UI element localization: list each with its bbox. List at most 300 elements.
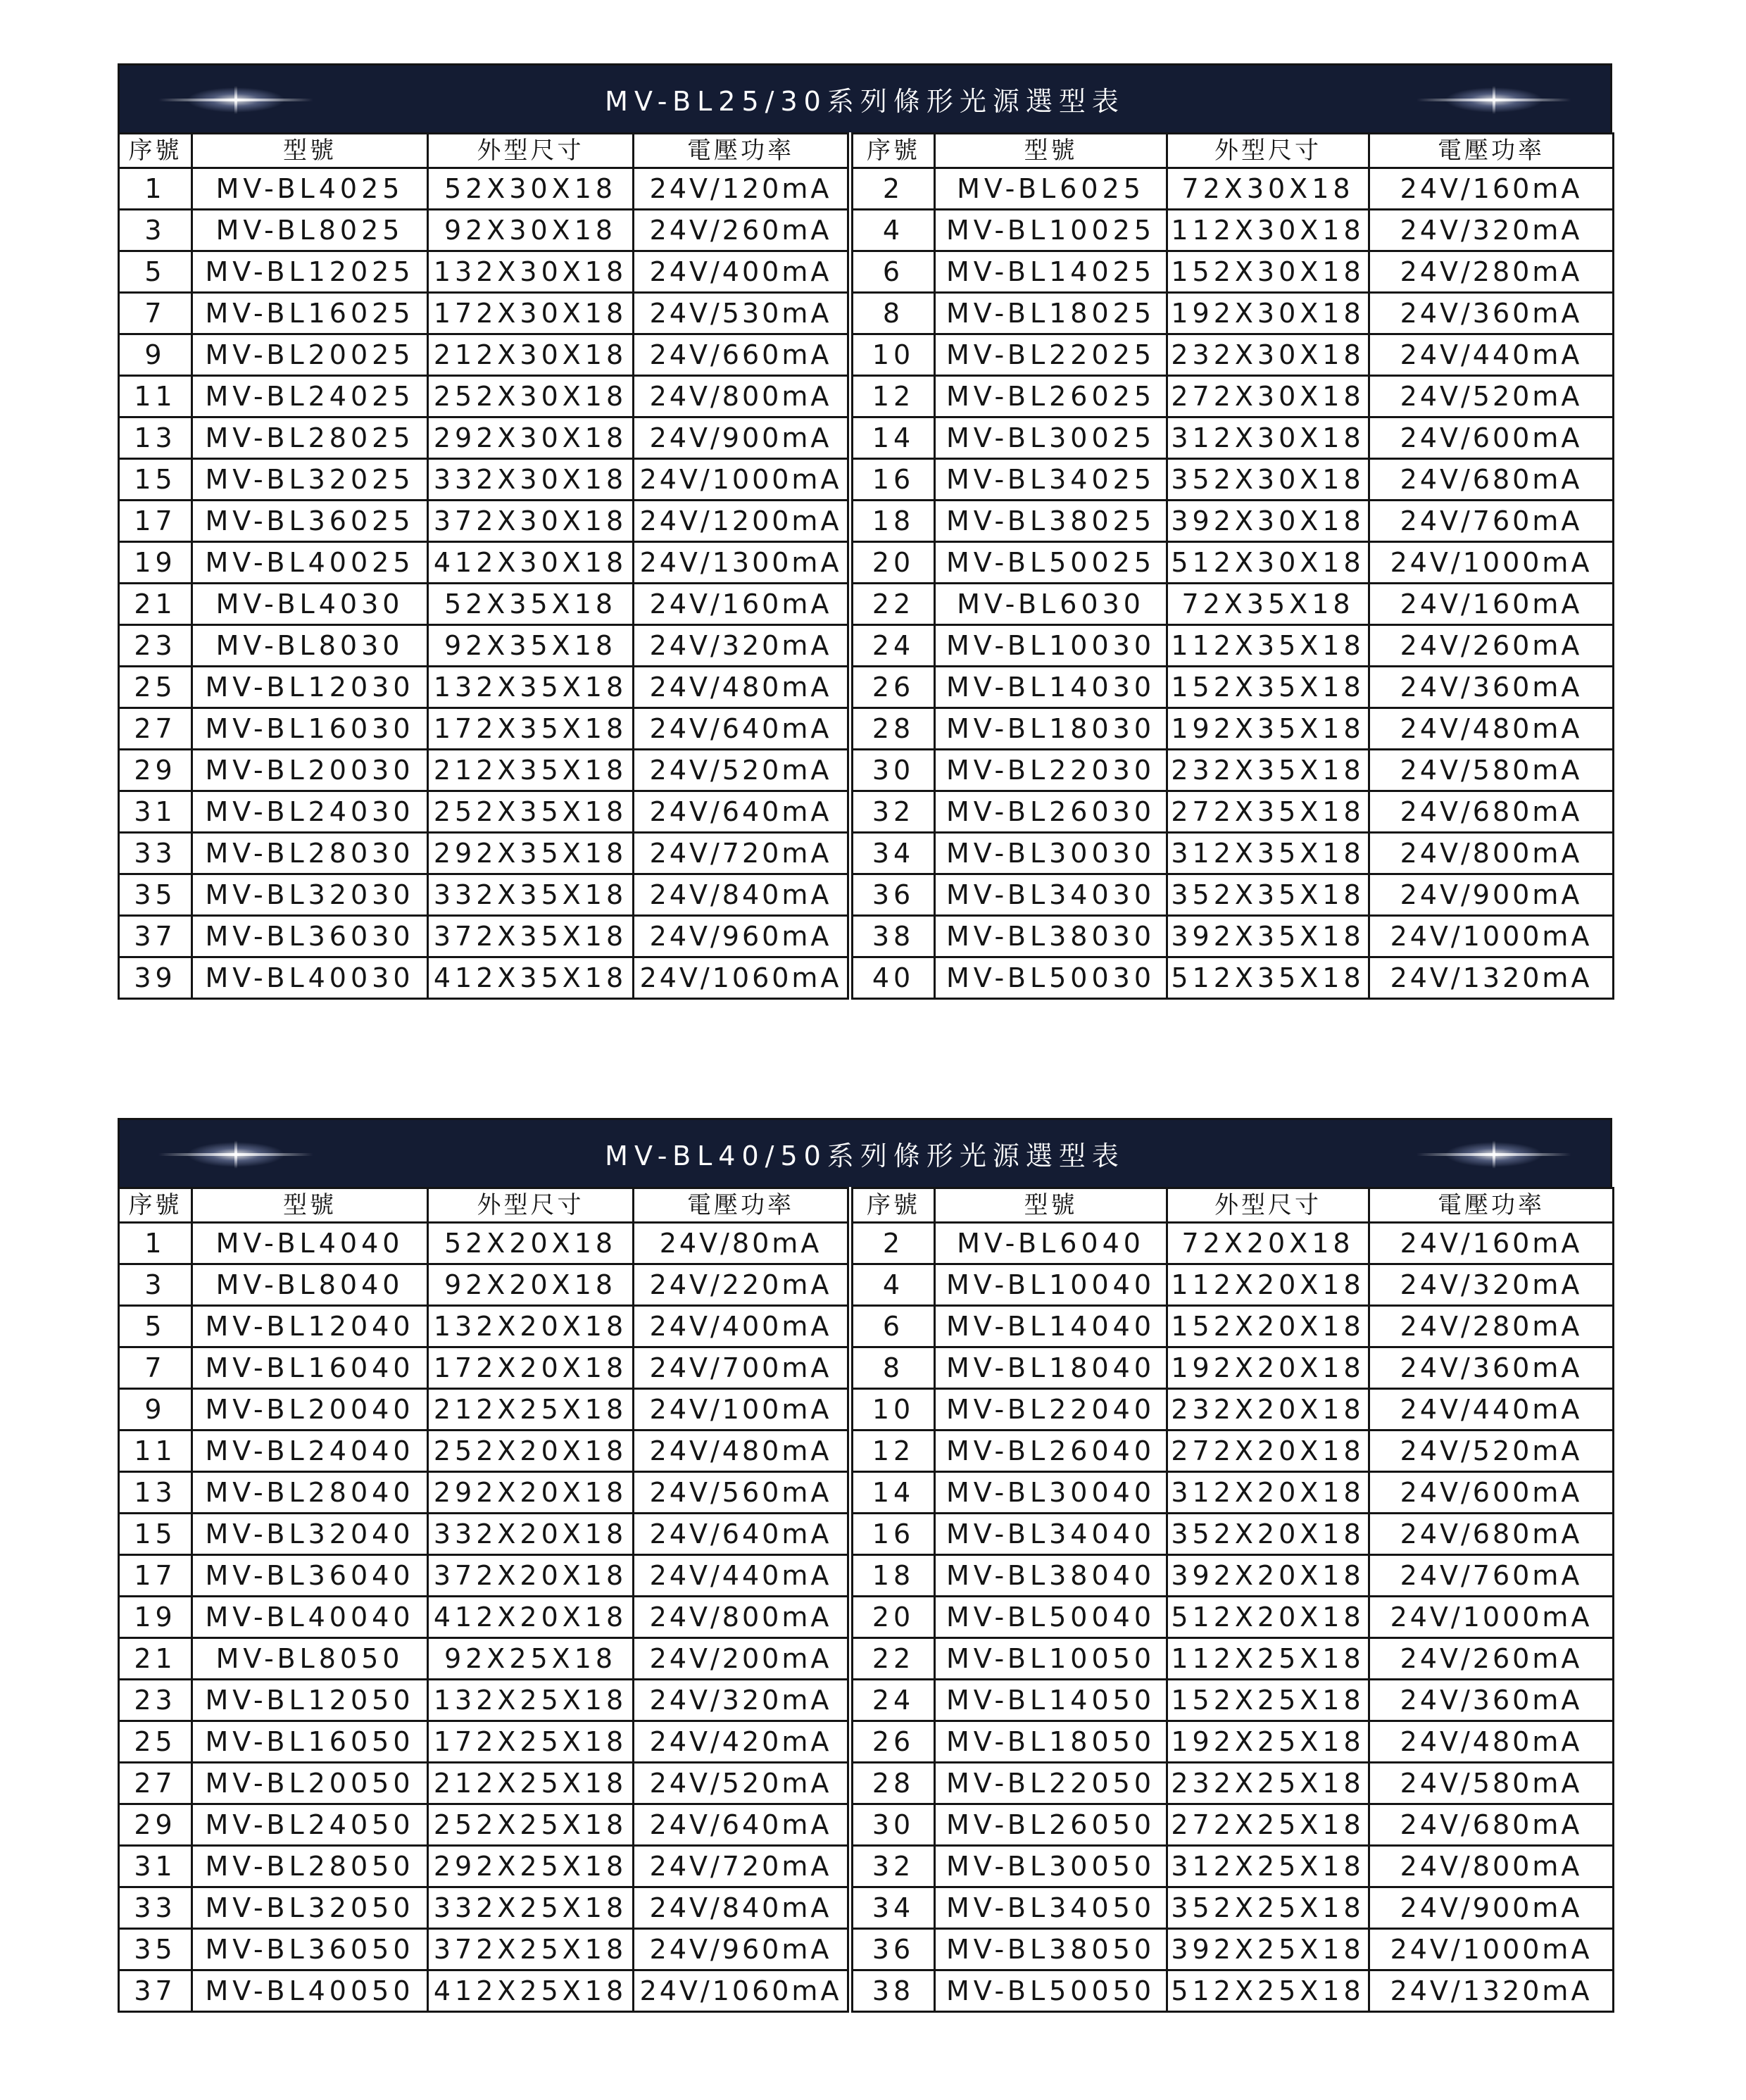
cell-dimensions: 232X25X18 [1167, 1763, 1369, 1804]
cell-voltage-power: 24V/360mA [1369, 667, 1614, 708]
cell-model: MV-BL10050 [935, 1638, 1167, 1680]
cell-model: MV-BL8050 [192, 1638, 428, 1680]
cell-model: MV-BL4030 [192, 584, 428, 625]
cell-voltage-power: 24V/900mA [634, 417, 850, 459]
cell-voltage-power: 24V/400mA [634, 1306, 850, 1347]
cell-model: MV-BL28030 [192, 833, 428, 874]
cell-model: MV-BL24030 [192, 791, 428, 833]
cell-dimensions: 72X20X18 [1167, 1223, 1369, 1264]
cell-model: MV-BL34030 [935, 874, 1167, 916]
table-row [119, 251, 1614, 293]
cell-index: 10 [850, 334, 935, 376]
cell-voltage-power: 24V/480mA [634, 667, 850, 708]
cell-model: MV-BL22040 [935, 1389, 1167, 1431]
cell-model: MV-BL16040 [192, 1347, 428, 1389]
table-row [119, 625, 1614, 667]
cell-voltage-power: 24V/80mA [634, 1223, 850, 1264]
cell-model: MV-BL22050 [935, 1763, 1167, 1804]
cell-dimensions: 372X25X18 [428, 1929, 634, 1970]
cell-model: MV-BL16050 [192, 1721, 428, 1763]
cell-dimensions: 92X20X18 [428, 1264, 634, 1306]
cell-voltage-power: 24V/680mA [1369, 791, 1614, 833]
table-row [119, 1264, 1614, 1306]
cell-model: MV-BL32025 [192, 459, 428, 501]
cell-index: 15 [119, 459, 192, 501]
cell-model: MV-BL12030 [192, 667, 428, 708]
cell-index: 14 [850, 417, 935, 459]
cell-dimensions: 312X25X18 [1167, 1846, 1369, 1887]
cell-model: MV-BL28050 [192, 1846, 428, 1887]
cell-dimensions: 212X35X18 [428, 750, 634, 791]
cell-dimensions: 52X30X18 [428, 168, 634, 210]
cell-dimensions: 352X20X18 [1167, 1514, 1369, 1555]
cell-model: MV-BL10025 [935, 210, 1167, 251]
cell-dimensions: 292X25X18 [428, 1846, 634, 1887]
cell-model: MV-BL8030 [192, 625, 428, 667]
cell-dimensions: 392X35X18 [1167, 916, 1369, 957]
cell-index: 36 [850, 874, 935, 916]
cell-voltage-power: 24V/360mA [1369, 1680, 1614, 1721]
cell-dimensions: 152X35X18 [1167, 667, 1369, 708]
cell-voltage-power: 24V/600mA [1369, 417, 1614, 459]
cell-index: 7 [119, 1347, 192, 1389]
cell-model: MV-BL12025 [192, 251, 428, 293]
cell-index: 26 [850, 667, 935, 708]
column-header: 外型尺寸 [428, 134, 634, 168]
cell-model: MV-BL8040 [192, 1264, 428, 1306]
cell-dimensions: 412X30X18 [428, 542, 634, 584]
cell-voltage-power: 24V/420mA [634, 1721, 850, 1763]
cell-model: MV-BL38040 [935, 1555, 1167, 1597]
cell-index: 18 [850, 501, 935, 542]
cell-voltage-power: 24V/200mA [634, 1638, 850, 1680]
cell-dimensions: 132X20X18 [428, 1306, 634, 1347]
cell-index: 6 [850, 251, 935, 293]
table-row [119, 1389, 1614, 1431]
cell-dimensions: 352X25X18 [1167, 1887, 1369, 1929]
cell-index: 11 [119, 376, 192, 417]
table-row [119, 1804, 1614, 1846]
cell-model: MV-BL40025 [192, 542, 428, 584]
cell-model: MV-BL28040 [192, 1472, 428, 1514]
cell-voltage-power: 24V/440mA [1369, 334, 1614, 376]
cell-dimensions: 72X35X18 [1167, 584, 1369, 625]
table-row [119, 957, 1614, 999]
cell-index: 8 [850, 1347, 935, 1389]
cell-dimensions: 272X25X18 [1167, 1804, 1369, 1846]
cell-model: MV-BL10030 [935, 625, 1167, 667]
cell-dimensions: 372X30X18 [428, 501, 634, 542]
column-header: 型號 [935, 1188, 1167, 1223]
cell-dimensions: 332X25X18 [428, 1887, 634, 1929]
cell-index: 18 [850, 1555, 935, 1597]
table-row [119, 1970, 1614, 2012]
cell-voltage-power: 24V/280mA [1369, 1306, 1614, 1347]
table-row [119, 1597, 1614, 1638]
cell-index: 10 [850, 1389, 935, 1431]
cell-index: 30 [850, 750, 935, 791]
cell-model: MV-BL14050 [935, 1680, 1167, 1721]
cell-dimensions: 212X30X18 [428, 334, 634, 376]
table-row [119, 293, 1614, 334]
cell-dimensions: 272X30X18 [1167, 376, 1369, 417]
cell-index: 5 [119, 251, 192, 293]
cell-index: 3 [119, 210, 192, 251]
cell-voltage-power: 24V/520mA [1369, 1431, 1614, 1472]
column-header: 外型尺寸 [428, 1188, 634, 1223]
cell-index: 23 [119, 625, 192, 667]
cell-index: 19 [119, 1597, 192, 1638]
light-flare-icon [158, 86, 313, 114]
cell-voltage-power: 24V/1000mA [1369, 542, 1614, 584]
cell-voltage-power: 24V/640mA [634, 1514, 850, 1555]
cell-voltage-power: 24V/160mA [1369, 1223, 1614, 1264]
cell-model: MV-BL26050 [935, 1804, 1167, 1846]
cell-model: MV-BL16030 [192, 708, 428, 750]
cell-voltage-power: 24V/640mA [634, 1804, 850, 1846]
cell-voltage-power: 24V/760mA [1369, 501, 1614, 542]
cell-model: MV-BL26025 [935, 376, 1167, 417]
table-row [119, 1306, 1614, 1347]
cell-index: 13 [119, 1472, 192, 1514]
cell-dimensions: 372X35X18 [428, 916, 634, 957]
cell-index: 37 [119, 1970, 192, 2012]
cell-index: 23 [119, 1680, 192, 1721]
cell-model: MV-BL18050 [935, 1721, 1167, 1763]
table-row [119, 1472, 1614, 1514]
cell-index: 4 [850, 210, 935, 251]
cell-model: MV-BL26040 [935, 1431, 1167, 1472]
column-header: 序號 [850, 1188, 935, 1223]
spec-grid [118, 132, 1614, 1000]
cell-model: MV-BL40040 [192, 1597, 428, 1638]
cell-model: MV-BL22025 [935, 334, 1167, 376]
cell-voltage-power: 24V/260mA [1369, 625, 1614, 667]
cell-index: 11 [119, 1431, 192, 1472]
cell-voltage-power: 24V/480mA [1369, 708, 1614, 750]
table-row [119, 334, 1614, 376]
light-flare-icon [158, 1140, 313, 1169]
cell-model: MV-BL20050 [192, 1763, 428, 1804]
cell-model: MV-BL40050 [192, 1970, 428, 2012]
light-flare-icon [1417, 86, 1571, 114]
cell-model: MV-BL14030 [935, 667, 1167, 708]
cell-index: 24 [850, 1680, 935, 1721]
column-header: 電壓功率 [1369, 1188, 1614, 1223]
cell-index: 35 [119, 1929, 192, 1970]
cell-dimensions: 352X35X18 [1167, 874, 1369, 916]
cell-dimensions: 92X35X18 [428, 625, 634, 667]
cell-model: MV-BL12050 [192, 1680, 428, 1721]
cell-model: MV-BL6030 [935, 584, 1167, 625]
cell-dimensions: 152X20X18 [1167, 1306, 1369, 1347]
cell-dimensions: 412X35X18 [428, 957, 634, 999]
cell-voltage-power: 24V/220mA [634, 1264, 850, 1306]
cell-model: MV-BL50030 [935, 957, 1167, 999]
cell-index: 25 [119, 667, 192, 708]
cell-dimensions: 92X25X18 [428, 1638, 634, 1680]
column-header: 序號 [119, 134, 192, 168]
cell-voltage-power: 24V/960mA [634, 1929, 850, 1970]
table-row [119, 750, 1614, 791]
cell-voltage-power: 24V/480mA [1369, 1721, 1614, 1763]
cell-voltage-power: 24V/320mA [1369, 1264, 1614, 1306]
column-header: 電壓功率 [634, 134, 850, 168]
table-row [119, 1431, 1614, 1472]
cell-model: MV-BL36040 [192, 1555, 428, 1597]
cell-index: 1 [119, 1223, 192, 1264]
table-row [119, 916, 1614, 957]
cell-index: 36 [850, 1929, 935, 1970]
table-row [119, 168, 1614, 210]
cell-index: 6 [850, 1306, 935, 1347]
cell-dimensions: 252X20X18 [428, 1431, 634, 1472]
cell-index: 7 [119, 293, 192, 334]
cell-model: MV-BL20040 [192, 1389, 428, 1431]
cell-voltage-power: 24V/260mA [1369, 1638, 1614, 1680]
cell-index: 12 [850, 376, 935, 417]
cell-voltage-power: 24V/960mA [634, 916, 850, 957]
cell-dimensions: 112X30X18 [1167, 210, 1369, 251]
cell-index: 34 [850, 1887, 935, 1929]
cell-voltage-power: 24V/280mA [1369, 251, 1614, 293]
cell-dimensions: 512X35X18 [1167, 957, 1369, 999]
cell-dimensions: 512X20X18 [1167, 1597, 1369, 1638]
table-title-bar [118, 63, 1612, 132]
cell-index: 38 [850, 1970, 935, 2012]
cell-index: 32 [850, 1846, 935, 1887]
cell-index: 27 [119, 708, 192, 750]
cell-dimensions: 132X30X18 [428, 251, 634, 293]
cell-voltage-power: 24V/840mA [634, 1887, 850, 1929]
cell-voltage-power: 24V/840mA [634, 874, 850, 916]
cell-voltage-power: 24V/100mA [634, 1389, 850, 1431]
cell-dimensions: 332X35X18 [428, 874, 634, 916]
cell-model: MV-BL50025 [935, 542, 1167, 584]
cell-dimensions: 292X20X18 [428, 1472, 634, 1514]
cell-model: MV-BL50050 [935, 1970, 1167, 2012]
cell-index: 25 [119, 1721, 192, 1763]
cell-dimensions: 152X30X18 [1167, 251, 1369, 293]
table-title-bar [118, 1118, 1612, 1187]
table-row [119, 1929, 1614, 1970]
cell-index: 22 [850, 584, 935, 625]
cell-model: MV-BL34025 [935, 459, 1167, 501]
cell-voltage-power: 24V/1200mA [634, 501, 850, 542]
table-row [119, 1223, 1614, 1264]
column-header: 型號 [192, 134, 428, 168]
cell-model: MV-BL14040 [935, 1306, 1167, 1347]
cell-model: MV-BL10040 [935, 1264, 1167, 1306]
spec-table-bl25-30 [118, 63, 1612, 1000]
cell-model: MV-BL6040 [935, 1223, 1167, 1264]
cell-index: 37 [119, 916, 192, 957]
cell-dimensions: 192X35X18 [1167, 708, 1369, 750]
cell-voltage-power: 24V/120mA [634, 168, 850, 210]
cell-index: 3 [119, 1264, 192, 1306]
cell-dimensions: 392X20X18 [1167, 1555, 1369, 1597]
cell-voltage-power: 24V/400mA [634, 251, 850, 293]
cell-index: 19 [119, 542, 192, 584]
cell-dimensions: 412X25X18 [428, 1970, 634, 2012]
cell-dimensions: 292X30X18 [428, 417, 634, 459]
cell-model: MV-BL36025 [192, 501, 428, 542]
cell-dimensions: 152X25X18 [1167, 1680, 1369, 1721]
cell-model: MV-BL36050 [192, 1929, 428, 1970]
cell-dimensions: 172X25X18 [428, 1721, 634, 1763]
cell-dimensions: 172X30X18 [428, 293, 634, 334]
column-header: 型號 [192, 1188, 428, 1223]
cell-voltage-power: 24V/560mA [634, 1472, 850, 1514]
cell-index: 40 [850, 957, 935, 999]
cell-index: 15 [119, 1514, 192, 1555]
cell-voltage-power: 24V/700mA [634, 1347, 850, 1389]
table-row [119, 501, 1614, 542]
cell-voltage-power: 24V/1300mA [634, 542, 850, 584]
cell-voltage-power: 24V/360mA [1369, 1347, 1614, 1389]
cell-dimensions: 352X30X18 [1167, 459, 1369, 501]
cell-voltage-power: 24V/600mA [1369, 1472, 1614, 1514]
cell-dimensions: 412X20X18 [428, 1597, 634, 1638]
table-row [119, 1763, 1614, 1804]
cell-voltage-power: 24V/680mA [1369, 459, 1614, 501]
cell-model: MV-BL34050 [935, 1887, 1167, 1929]
cell-model: MV-BL32050 [192, 1887, 428, 1929]
cell-index: 20 [850, 1597, 935, 1638]
cell-voltage-power: 24V/660mA [634, 334, 850, 376]
cell-dimensions: 312X30X18 [1167, 417, 1369, 459]
cell-voltage-power: 24V/720mA [634, 833, 850, 874]
cell-index: 38 [850, 916, 935, 957]
cell-index: 9 [119, 334, 192, 376]
table-row [119, 1846, 1614, 1887]
cell-dimensions: 212X25X18 [428, 1389, 634, 1431]
cell-dimensions: 232X30X18 [1167, 334, 1369, 376]
cell-dimensions: 192X20X18 [1167, 1347, 1369, 1389]
cell-dimensions: 312X20X18 [1167, 1472, 1369, 1514]
column-header: 電壓功率 [1369, 134, 1614, 168]
cell-index: 16 [850, 1514, 935, 1555]
table-row [119, 1638, 1614, 1680]
cell-dimensions: 172X35X18 [428, 708, 634, 750]
cell-voltage-power: 24V/480mA [634, 1431, 850, 1472]
cell-model: MV-BL16025 [192, 293, 428, 334]
cell-index: 4 [850, 1264, 935, 1306]
cell-index: 28 [850, 708, 935, 750]
cell-model: MV-BL24025 [192, 376, 428, 417]
cell-index: 5 [119, 1306, 192, 1347]
cell-model: MV-BL8025 [192, 210, 428, 251]
cell-model: MV-BL28025 [192, 417, 428, 459]
cell-dimensions: 232X20X18 [1167, 1389, 1369, 1431]
cell-voltage-power: 24V/640mA [634, 708, 850, 750]
cell-dimensions: 312X35X18 [1167, 833, 1369, 874]
cell-voltage-power: 24V/760mA [1369, 1555, 1614, 1597]
cell-voltage-power: 24V/320mA [634, 1680, 850, 1721]
cell-voltage-power: 24V/800mA [1369, 833, 1614, 874]
cell-index: 29 [119, 750, 192, 791]
cell-model: MV-BL22030 [935, 750, 1167, 791]
cell-index: 2 [850, 168, 935, 210]
cell-model: MV-BL4025 [192, 168, 428, 210]
cell-dimensions: 252X30X18 [428, 376, 634, 417]
table-row [119, 1514, 1614, 1555]
cell-dimensions: 272X35X18 [1167, 791, 1369, 833]
cell-voltage-power: 24V/520mA [1369, 376, 1614, 417]
cell-model: MV-BL40030 [192, 957, 428, 999]
cell-dimensions: 172X20X18 [428, 1347, 634, 1389]
column-header: 外型尺寸 [1167, 1188, 1369, 1223]
cell-voltage-power: 24V/640mA [634, 791, 850, 833]
cell-voltage-power: 24V/1060mA [634, 957, 850, 999]
cell-index: 1 [119, 168, 192, 210]
cell-voltage-power: 24V/1000mA [1369, 916, 1614, 957]
cell-model: MV-BL14025 [935, 251, 1167, 293]
cell-index: 27 [119, 1763, 192, 1804]
cell-dimensions: 392X25X18 [1167, 1929, 1369, 1970]
cell-model: MV-BL32030 [192, 874, 428, 916]
cell-index: 26 [850, 1721, 935, 1763]
spec-grid [118, 1187, 1614, 2013]
cell-dimensions: 512X30X18 [1167, 542, 1369, 584]
cell-model: MV-BL24040 [192, 1431, 428, 1472]
cell-index: 16 [850, 459, 935, 501]
cell-model: MV-BL30040 [935, 1472, 1167, 1514]
cell-voltage-power: 24V/680mA [1369, 1514, 1614, 1555]
cell-dimensions: 332X20X18 [428, 1514, 634, 1555]
cell-voltage-power: 24V/320mA [1369, 210, 1614, 251]
cell-index: 31 [119, 1846, 192, 1887]
cell-voltage-power: 24V/1320mA [1369, 1970, 1614, 2012]
cell-model: MV-BL18025 [935, 293, 1167, 334]
cell-dimensions: 112X20X18 [1167, 1264, 1369, 1306]
cell-voltage-power: 24V/260mA [634, 210, 850, 251]
cell-voltage-power: 24V/720mA [634, 1846, 850, 1887]
cell-model: MV-BL20025 [192, 334, 428, 376]
light-flare-icon [1417, 1140, 1571, 1169]
cell-dimensions: 112X35X18 [1167, 625, 1369, 667]
cell-model: MV-BL38030 [935, 916, 1167, 957]
cell-index: 32 [850, 791, 935, 833]
cell-voltage-power: 24V/530mA [634, 293, 850, 334]
cell-voltage-power: 24V/320mA [634, 625, 850, 667]
cell-index: 34 [850, 833, 935, 874]
cell-voltage-power: 24V/800mA [634, 376, 850, 417]
cell-model: MV-BL4040 [192, 1223, 428, 1264]
table-row [119, 376, 1614, 417]
cell-dimensions: 52X20X18 [428, 1223, 634, 1264]
cell-dimensions: 72X30X18 [1167, 168, 1369, 210]
cell-voltage-power: 24V/160mA [1369, 168, 1614, 210]
table-row [119, 210, 1614, 251]
cell-index: 9 [119, 1389, 192, 1431]
cell-model: MV-BL18040 [935, 1347, 1167, 1389]
column-header: 序號 [850, 134, 935, 168]
cell-index: 8 [850, 293, 935, 334]
cell-voltage-power: 24V/160mA [1369, 584, 1614, 625]
table-row [119, 833, 1614, 874]
cell-dimensions: 372X20X18 [428, 1555, 634, 1597]
cell-voltage-power: 24V/360mA [1369, 293, 1614, 334]
cell-dimensions: 292X35X18 [428, 833, 634, 874]
cell-dimensions: 92X30X18 [428, 210, 634, 251]
cell-dimensions: 232X35X18 [1167, 750, 1369, 791]
cell-model: MV-BL30030 [935, 833, 1167, 874]
table-row [119, 584, 1614, 625]
table-title: MV-BL40/50系列條形光源選型表 [605, 1140, 1125, 1171]
cell-model: MV-BL26030 [935, 791, 1167, 833]
cell-index: 33 [119, 833, 192, 874]
